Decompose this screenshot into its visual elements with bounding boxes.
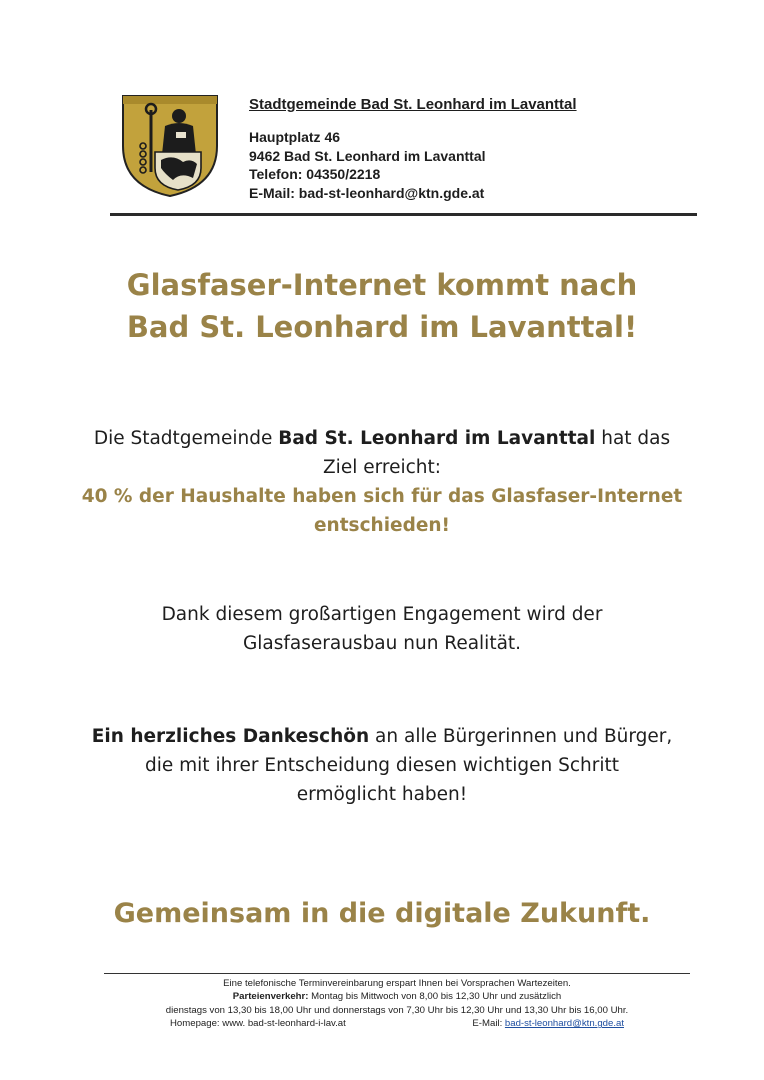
thanks-line-2: die mit ihrer Entscheidung diesen wichtigen Schritt	[145, 755, 619, 776]
thanks-line-3: ermöglicht haben!	[296, 784, 468, 805]
engagement-line-1: Dank diesem großartigen Engagement wird der	[161, 604, 603, 625]
engagement-paragraph	[60, 600, 704, 658]
goal-pre: Die Stadtgemeinde	[93, 428, 279, 449]
footer-divider	[104, 973, 690, 974]
thanks-rest: an alle Bürgerinnen und Bürger,	[369, 726, 673, 747]
coat-of-arms-icon	[121, 94, 219, 198]
footer-appointment-note: Eine telefonische Terminvereinbarung erspart Ihnen bei Vorsprachen Wartezeiten.	[223, 978, 571, 989]
goal-paragraph	[60, 424, 704, 540]
footer-hours-label: Parteienverkehr:	[232, 991, 309, 1003]
footer-homepage: Homepage: www. bad-st-leonhard-i-lav.at	[170, 1018, 346, 1030]
thanks-paragraph	[60, 722, 704, 809]
goal-highlight-2: entschieden!	[314, 515, 450, 536]
goal-post: hat das	[595, 428, 671, 449]
engagement-line-2: Glasfaserausbau nun Realität.	[242, 633, 522, 654]
thanks-bold: Ein herzliches Dankeschön	[91, 726, 370, 747]
header-divider	[110, 213, 697, 216]
headline	[60, 264, 704, 348]
address-email: E-Mail: bad-st-leonhard@ktn.gde.at	[249, 184, 485, 201]
org-name: Stadtgemeinde Bad St. Leonhard im Lavanttal	[249, 96, 577, 113]
footer-email	[472, 1017, 624, 1030]
footer-hours	[100, 990, 694, 1003]
goal-municipality: Bad St. Leonhard im Lavanttal	[278, 428, 596, 449]
address-street: Hauptplatz 46	[249, 129, 341, 145]
footer-email-label: E-Mail:	[472, 1018, 505, 1030]
headline-line-1: Glasfaser-Internet kommt nach	[126, 268, 638, 302]
headline-line-2: Bad St. Leonhard im Lavanttal!	[126, 310, 638, 344]
closing-slogan: Gemeinsam in die digitale Zukunft.	[113, 898, 651, 929]
footer-hours-detail: dienstags von 13,30 bis 18,00 Uhr und donnerstags von 7,30 Uhr bis 12,30 Uhr und 13,30 Uhr bis 16,00 Uhr.	[165, 1004, 629, 1016]
address-city: 9462 Bad St. Leonhard im Lavanttal	[249, 147, 486, 164]
footer	[100, 977, 694, 1031]
thanks-line-1	[60, 722, 704, 751]
address-phone: Telefon: 04350/2218	[249, 166, 381, 182]
goal-line-1	[60, 424, 704, 453]
org-address	[249, 128, 486, 202]
goal-line-2: Ziel erreicht:	[323, 457, 441, 478]
footer-contact	[100, 1017, 694, 1030]
footer-email-link[interactable]: bad-st-leonhard@ktn.gde.at	[504, 1018, 624, 1030]
footer-hours-text: Montag bis Mittwoch von 8,00 bis 12,30 Uhr und zusätzlich	[308, 991, 562, 1003]
goal-highlight-1: 40 % der Haushalte haben sich für das Glasfaser-Internet	[81, 486, 683, 507]
